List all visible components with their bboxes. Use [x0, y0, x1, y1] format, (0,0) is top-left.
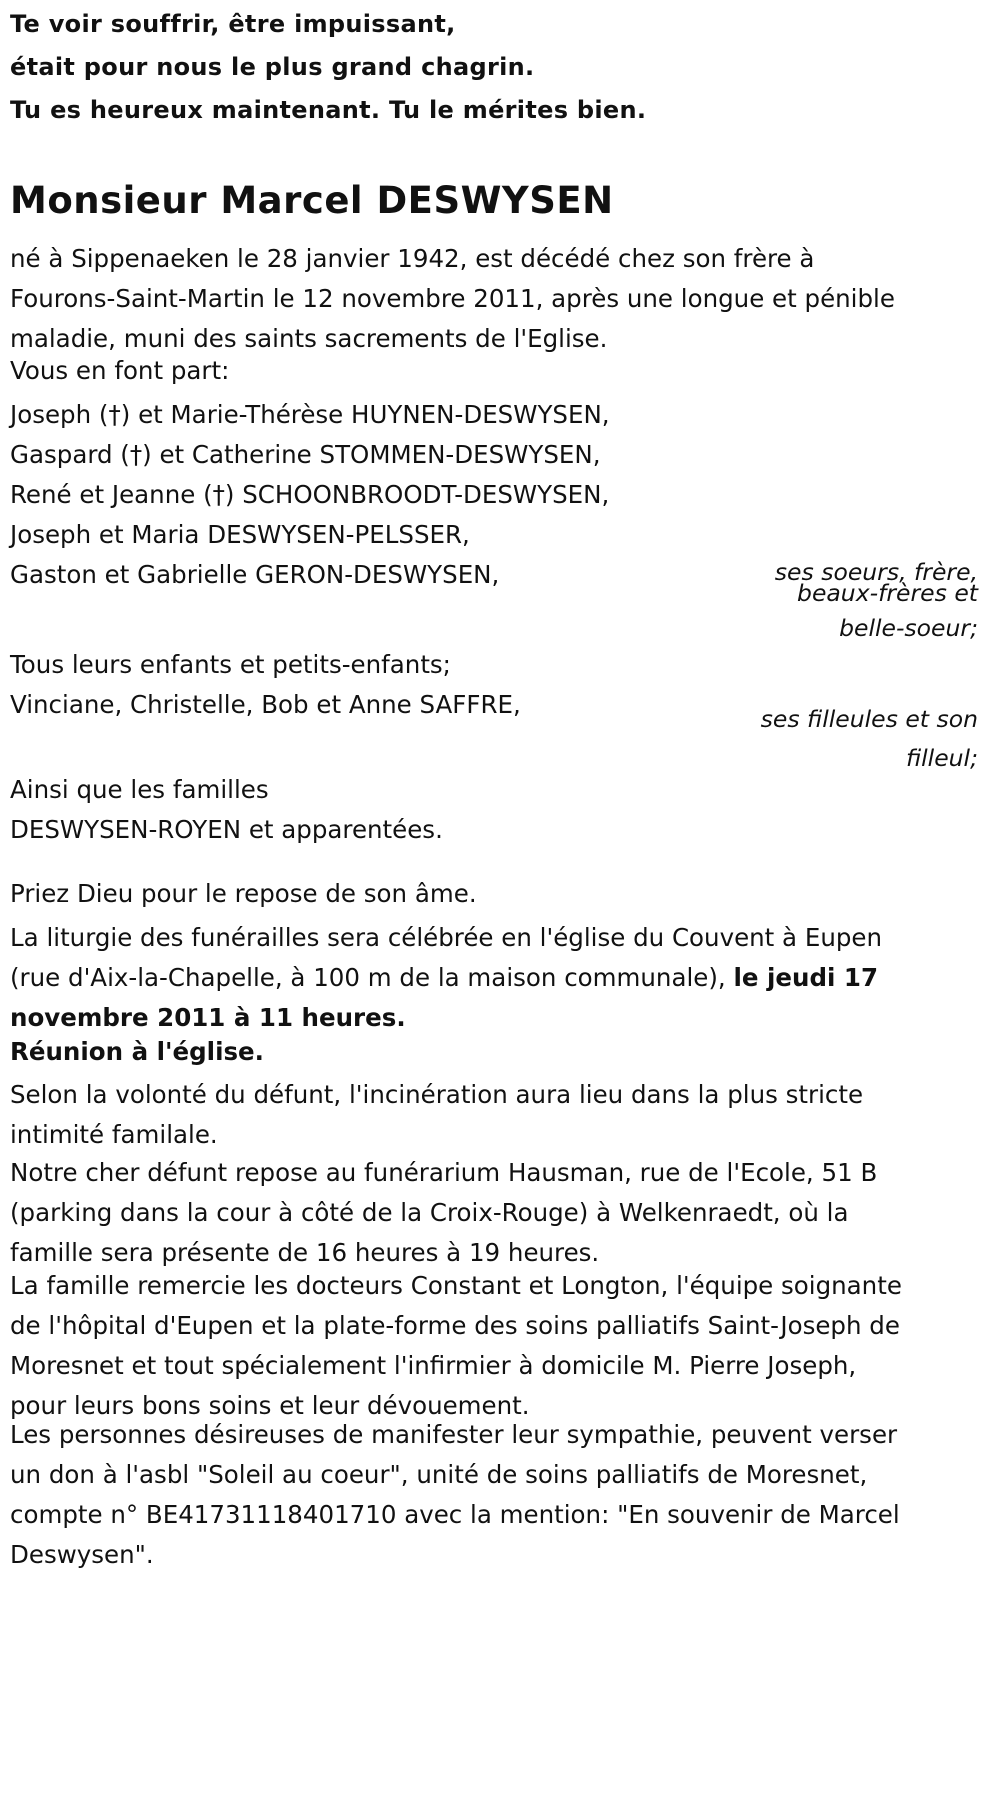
reunion-line: Réunion à l'église. — [10, 1037, 264, 1066]
family-line: Tous leurs enfants et petits-enfants; — [10, 650, 451, 679]
thanks-line: de l'hôpital d'Eupen et la plate-forme des soins palliatifs Saint-Joseph de — [10, 1311, 900, 1340]
funerarium-line: Notre cher défunt repose au funérarium Hausman, rue de l'Ecole, 51 B — [10, 1158, 878, 1187]
family-line: Gaston et Gabrielle GERON-DESWYSEN, — [10, 560, 500, 589]
role-line: filleul; — [905, 744, 978, 772]
family-line: DESWYSEN-ROYEN et apparentées. — [10, 815, 443, 844]
donation-paragraph — [10, 1415, 900, 1575]
family-line: Joseph et Maria DESWYSEN-PELSSER, — [10, 520, 470, 549]
poem-line-2: était pour nous le plus grand chagrin. — [10, 53, 535, 81]
intro-line: né à Sippenaeken le 28 janvier 1942, est décédé chez son frère à — [10, 244, 815, 273]
family-line: René et Jeanne (†) SCHOONBROODT-DESWYSEN, — [10, 480, 610, 509]
others-list — [10, 770, 443, 850]
funerarium-paragraph — [10, 1153, 877, 1273]
thanks-line: Moresnet et tout spécialement l'infirmier à domicile M. Pierre Joseph, — [10, 1351, 857, 1380]
liturgy-line — [10, 958, 882, 998]
liturgy-date-part-2: novembre 2011 à 11 heures. — [10, 1003, 406, 1032]
role-line: ses soeurs, frère, — [774, 558, 978, 586]
family-line: Vinciane, Christelle, Bob et Anne SAFFRE, — [10, 690, 521, 719]
deceased-name-title: Monsieur Marcel DESWYSEN — [10, 179, 614, 222]
children-list — [10, 645, 521, 725]
role-line: beaux-frères et — [797, 579, 978, 607]
reunion-text — [10, 1032, 264, 1072]
role-line: ses filleules et son — [760, 705, 978, 733]
announce-line: Vous en font part: — [10, 356, 230, 385]
cremation-line: Selon la volonté du défunt, l'incinération aura lieu dans la plus stricte — [10, 1080, 864, 1109]
cremation-paragraph — [10, 1075, 863, 1155]
poem-line-1: Te voir souffrir, être impuissant, — [10, 10, 456, 38]
poem-line-3: Tu es heureux maintenant. Tu le mérites bien. — [10, 96, 647, 124]
family-line: Gaspard (†) et Catherine STOMMEN-DESWYSEN, — [10, 440, 601, 469]
announce-text — [10, 351, 229, 391]
donation-line: Les personnes désireuses de manifester leur sympathie, peuvent verser — [10, 1420, 898, 1449]
family-line: Ainsi que les familles — [10, 775, 269, 804]
siblings-role — [774, 558, 978, 652]
role-line: belle-soeur; — [839, 614, 978, 642]
funerarium-line: famille sera présente de 16 heures à 19 heures. — [10, 1238, 600, 1267]
liturgy-date-part-1: le jeudi 17 — [733, 963, 879, 992]
liturgy-line: La liturgie des funérailles sera célébrée en l'église du Couvent à Eupen — [10, 923, 883, 952]
intro-line: maladie, muni des saints sacrements de l'Eglise. — [10, 324, 608, 353]
donation-line: Deswysen". — [10, 1540, 154, 1569]
family-line: Joseph (†) et Marie-Thérèse HUYNEN-DESWYSEN, — [10, 400, 610, 429]
prayer-line: Priez Dieu pour le repose de son âme. — [10, 879, 477, 908]
donation-line: un don à l'asbl "Soleil au coeur", unité de soins palliatifs de Moresnet, — [10, 1460, 868, 1489]
thanks-line: pour leurs bons soins et leur dévouement. — [10, 1391, 530, 1420]
liturgy-paragraph — [10, 918, 882, 1038]
cremation-line: intimité familale. — [10, 1120, 218, 1149]
prayer-text — [10, 874, 477, 914]
thanks-line: La famille remercie les docteurs Constant et Longton, l'équipe soignante — [10, 1271, 902, 1300]
intro-line: Fourons-Saint-Martin le 12 novembre 2011, après une longue et pénible — [10, 284, 895, 313]
liturgy-location: (rue d'Aix-la-Chapelle, à 100 m de la maison communale), — [10, 963, 734, 992]
thanks-paragraph — [10, 1266, 902, 1426]
siblings-list — [10, 395, 610, 595]
funerarium-line: (parking dans la cour à côté de la Croix-Rouge) à Welkenraedt, où la — [10, 1198, 849, 1227]
intro-paragraph — [10, 239, 895, 359]
donation-line: compte n° BE41731118401710 avec la mention: "En souvenir de Marcel — [10, 1500, 900, 1529]
children-role — [761, 700, 978, 778]
